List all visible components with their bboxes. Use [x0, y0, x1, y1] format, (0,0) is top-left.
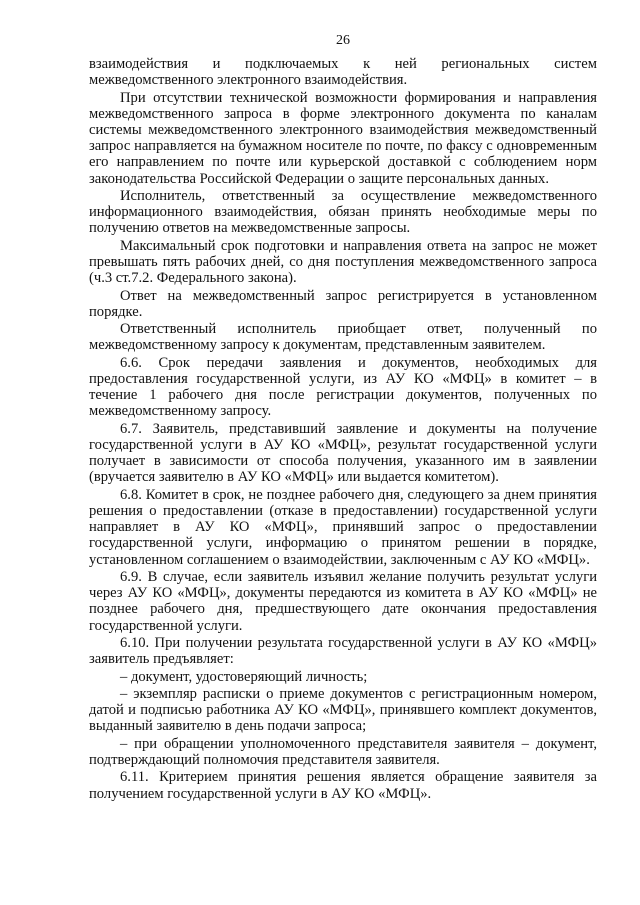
page-number: 26 [336, 33, 350, 48]
paragraph-6-9: 6.9. В случае, если заявитель изъявил желание получить результат услуги через АУ КО «МФЦ», документы передаются из комитета в АУ КО «МФЦ» не позднее рабочего дня, предшествующего дате окончания предоставления государственной услуги. [89, 568, 597, 634]
paragraph-no-technical-possibility: При отсутствии технической возможности формирования и направления межведомственного запроса в форме электронного документа по каналам системы межведомственного электронного взаимодействия межведомственный запрос направляется на бумажном носителе по почте, по факсу с одновременным его направлением по почте или курьерской доставкой с соблюдением норм законодательства Российской Федерации о защите персональных данных. [89, 89, 597, 187]
paragraph-6-10: 6.10. При получении результата государственной услуги в АУ КО «МФЦ» заявитель предъявляет: [89, 634, 597, 668]
paragraph-6-6: 6.6. Срок передачи заявления и документов, необходимых для предоставления государственной услуги, из АУ КО «МФЦ» в комитет – в течение 1 рабочего дня после регистрации документов, полученных по межведомственному запросу. [89, 354, 597, 420]
paragraph-6-8: 6.8. Комитет в срок, не позднее рабочего дня, следующего за днем принятия решения о предоставлении (отказе в предоставлении) государственной услуги направляет в АУ КО «МФЦ», принявший запрос о предоставлении государственной услуги, информацию о принятом решении в порядке, установленном соглашением о взаимодействии, заключенным с АУ КО «МФЦ». [89, 486, 597, 568]
list-item-identity-document: – документ, удостоверяющий личность; [120, 668, 368, 685]
list-item-receipt-copy: – экземпляр расписки о приеме документов с регистрационным номером, датой и подписью работника АУ КО «МФЦ», принявшего комплект документов, выданный заявителю в день подачи запроса; [89, 685, 597, 735]
paragraph-response-attachment: Ответственный исполнитель приобщает ответ, полученный по межведомственному запросу к документам, представленным заявителем. [89, 321, 597, 354]
paragraph-6-7: 6.7. Заявитель, представивший заявление и документы на получение государственной услуги в АУ КО «МФЦ», результат государственной услуги получает в зависимости от способа получения, указанного им в заявлении (вручается заявителю в АУ КО «МФЦ» или выдается комитетом). [89, 420, 597, 486]
list-item-representative-document: – при обращении уполномоченного представителя заявителя – документ, подтверждающий полномочия представителя заявителя. [89, 735, 597, 768]
paragraph-response-registration: Ответ на межведомственный запрос регистрируется в установленном порядке. [89, 287, 597, 320]
paragraph-6-11: 6.11. Критерием принятия решения является обращение заявителя за получением государственной услуги в АУ КО «МФЦ». [89, 769, 597, 802]
document-page [89, 32, 597, 803]
paragraph-continuation: взаимодействия и подключаемых к ней региональных систем межведомственного электронного взаимодействия. [89, 56, 597, 89]
paragraph-executor-responsible: Исполнитель, ответственный за осуществление межведомственного информационного взаимодействия, обязан принять необходимые меры по получению ответов на межведомственные запросы. [89, 188, 597, 237]
paragraph-max-response-time: Максимальный срок подготовки и направления ответа на запрос не может превышать пять рабочих дней, со дня поступления межведомственного запроса (ч.3 ст.7.2. Федерального закона). [89, 237, 597, 287]
